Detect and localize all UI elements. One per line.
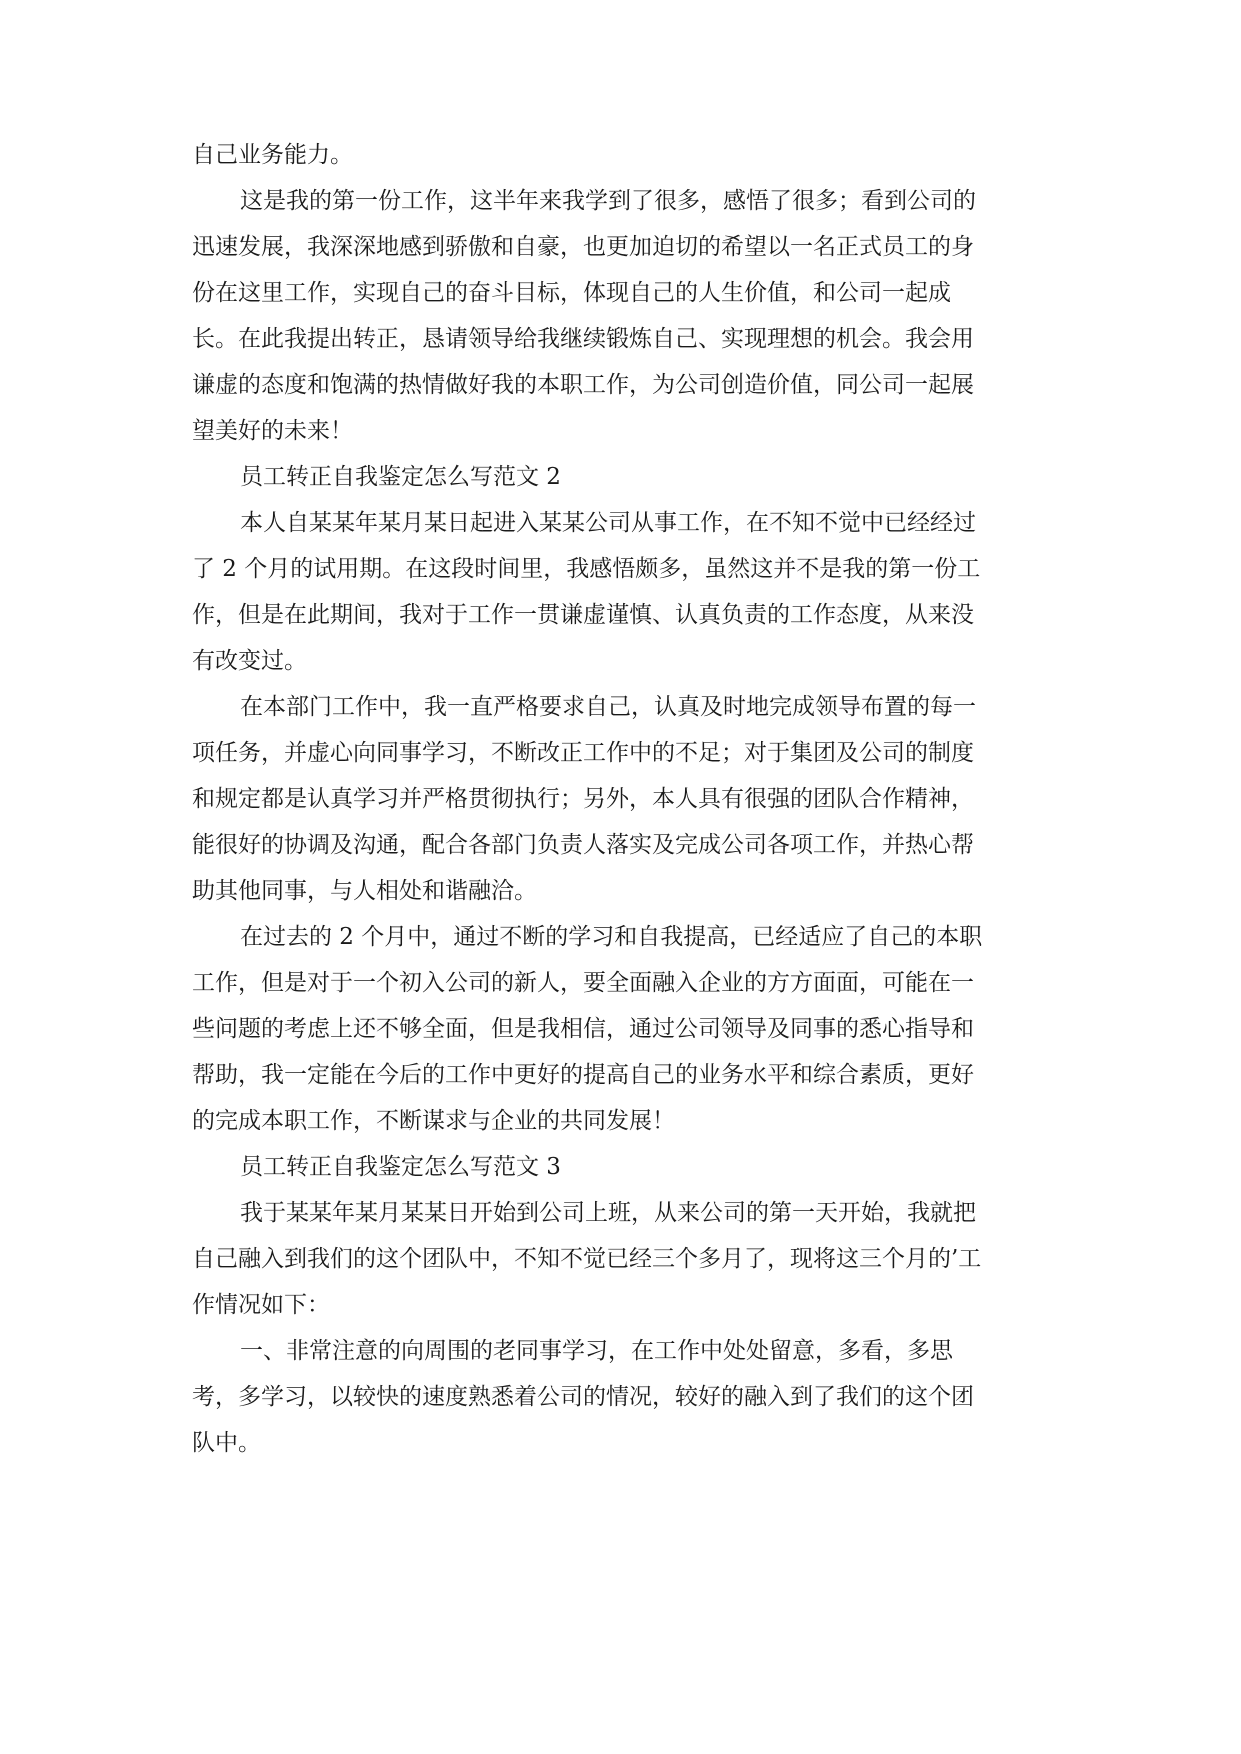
- paragraph-line: 的完成本职工作，不断谋求与企业的共同发展！: [192, 1108, 675, 1134]
- paragraph-line: 工作，但是对于一个初入公司的新人，要全面融入企业的方方面面，可能在一: [192, 970, 974, 996]
- paragraph-line: 望美好的未来！: [192, 418, 353, 444]
- paragraph-line: 长。在此我提出转正，恳请领导给我继续锻炼自己、实现理想的机会。我会用: [192, 326, 974, 352]
- paragraph-line: 一、非常注意的向周围的老同事学习，在工作中处处留意，多看，多思: [240, 1338, 953, 1364]
- paragraph-line: 谦虚的态度和饱满的热情做好我的本职工作，为公司创造价值，同公司一起展: [192, 372, 974, 398]
- paragraph-line: 迅速发展，我深深地感到骄傲和自豪，也更加迫切的希望以一名正式员工的身: [192, 234, 974, 260]
- paragraph-line: 队中。: [192, 1430, 261, 1456]
- paragraph-line: 了 2 个月的试用期。在这段时间里，我感悟颇多，虽然这并不是我的第一份工: [192, 556, 981, 582]
- paragraph-line: 些问题的考虑上还不够全面，但是我相信，通过公司领导及同事的悉心指导和: [192, 1016, 974, 1042]
- paragraph-line: 作情况如下：: [192, 1292, 330, 1318]
- paragraph-line: 这是我的第一份工作，这半年来我学到了很多，感悟了很多；看到公司的: [240, 188, 976, 214]
- paragraph-line: 能很好的协调及沟通，配合各部门负责人落实及完成公司各项工作，并热心帮: [192, 832, 974, 858]
- paragraph-line: 我于某某年某月某某日开始到公司上班，从来公司的第一天开始，我就把: [240, 1200, 976, 1226]
- paragraph-line: 助其他同事，与人相处和谐融洽。: [192, 878, 537, 904]
- paragraph-line: 在过去的 2 个月中，通过不断的学习和自我提高，已经适应了自己的本职: [240, 924, 983, 950]
- paragraph-line: 本人自某某年某月某日起进入某某公司从事工作，在不知不觉中已经经过: [240, 510, 976, 536]
- paragraph-line: 在本部门工作中，我一直严格要求自己，认真及时地完成领导布置的每一: [240, 694, 976, 720]
- paragraph-line: 自己融入到我们的这个团队中，不知不觉已经三个多月了，现将这三个月的’工: [192, 1246, 982, 1272]
- paragraph-line: 有改变过。: [192, 648, 307, 674]
- paragraph-line: 帮助，我一定能在今后的工作中更好的提高自己的业务水平和综合素质，更好: [192, 1062, 974, 1088]
- paragraph-line: 和规定都是认真学习并严格贯彻执行；另外，本人具有很强的团队合作精神，: [192, 786, 974, 812]
- section-heading: 员工转正自我鉴定怎么写范文 2: [240, 464, 561, 490]
- section-heading: 员工转正自我鉴定怎么写范文 3: [240, 1154, 561, 1180]
- paragraph-line: 项任务，并虚心向同事学习，不断改正工作中的不足；对于集团及公司的制度: [192, 740, 974, 766]
- paragraph-line: 作，但是在此期间，我对于工作一贯谦虚谨慎、认真负责的工作态度，从来没: [192, 602, 974, 628]
- paragraph-line: 份在这里工作，实现自己的奋斗目标，体现自己的人生价值，和公司一起成: [192, 280, 951, 306]
- paragraph-line: 自己业务能力。: [192, 142, 353, 168]
- paragraph-line: 考，多学习，以较快的速度熟悉着公司的情况，较好的融入到了我们的这个团: [192, 1384, 974, 1410]
